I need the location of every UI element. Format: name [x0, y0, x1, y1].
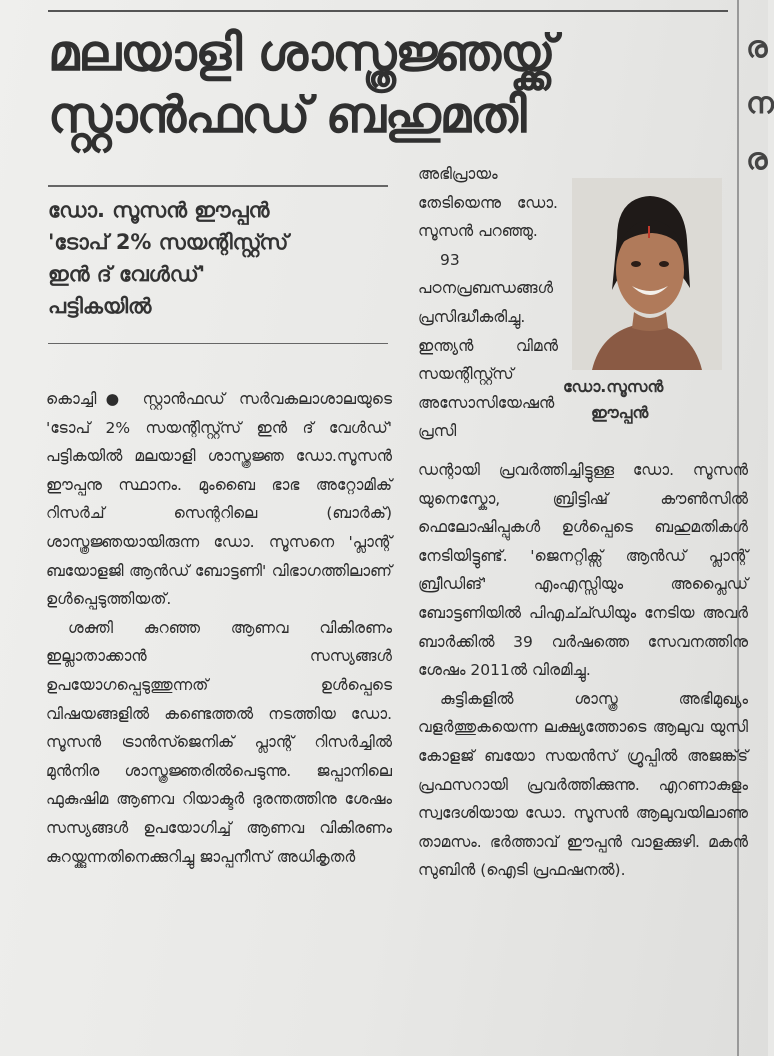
bleed-char-2: ന: [746, 86, 774, 121]
article-column-1: [46, 385, 392, 871]
photo-caption-line-2: ഈപ്പൻ: [591, 403, 649, 422]
article-column-2-bottom: [418, 456, 748, 885]
bleed-char-3: ര: [746, 142, 768, 177]
headline-line-2: സ്റ്റാൻഫഡ് ബഹുമതി: [48, 86, 526, 144]
adjacent-column-bleed: [746, 20, 774, 188]
subheadline-line-2: 'ടോപ് 2% സയന്റിസ്റ്റ്സ്: [48, 230, 289, 254]
bleed-char-1: ര: [746, 30, 768, 65]
article-column-2-top: [418, 160, 558, 446]
subheadline-line-4: പട്ടികയിൽ: [48, 294, 152, 318]
column-1-paragraph-1: കൊച്ചി● സ്റ്റാൻഫഡ് സർവകലാശാലയുടെ 'ടോപ് 2% സയന്റിസ്റ്റ്സ് ഇൻ ദ് വേൾഡ്' പട്ടികയിൽ മലയാളി ശാസ്ത്രജ്ഞ ഡോ.സൂസൻ ഈപ്പനു സ്ഥാനം. മുംബൈ ഭാഭ അറ്റോമിക് റിസർച് സെന്ററിലെ (ബാർക്) ശാസ്ത്രജ്ഞയായിരുന്ന ഡോ. സൂസനെ 'പ്ലാന്റ് ബയോളജി ആൻഡ് ബോട്ടണി' വിഭാഗത്തിലാണ് ഉൾപ്പെടുത്തിയത്.: [46, 390, 392, 609]
headline: [48, 22, 738, 146]
subheadline-rule-top: [48, 185, 388, 187]
portrait-photo: [572, 178, 722, 370]
column-2-paragraph-4: കുട്ടികളിൽ ശാസ്ത്ര അഭിമുഖ്യം വളർത്തുകയെന്ന ലക്ഷ്യത്തോടെ ആലുവ യുസി കോളജ് ബയോ സയൻസ് ഗ്രൂപ്പിൽ അജങ്ക്‌ട് പ്രഫസറായി പ്രവർത്തിക്കുന്നു. എറണാകുളം സ്വദേശിയായ ഡോ. സൂസൻ ആലുവയിലാണു താമസം. ഭർത്താവ് ഈപ്പൻ വാളക്കുഴി. മകൻ സുബിൻ (ഐടി പ്രഫഷനൽ).: [418, 689, 748, 880]
top-rule: [48, 10, 728, 12]
headline-line-1: മലയാളി ശാസ്ത്രജ്ഞയ്ക്ക്: [48, 24, 555, 82]
portrait-illustration: [572, 178, 722, 370]
column-2-paragraph-3: ഡന്റായി പ്രവർത്തിച്ചിട്ടുള്ള ഡോ. സൂസൻ യുനെസ്കോ, ബ്രിട്ടിഷ് കൗൺസിൽ ഫെലോഷിപ്പുകൾ ഉൾപ്പെടെ ബഹുമതികൾ നേടിയിട്ടുണ്ട്. 'ജെനറ്റിക്സ് ആൻഡ് പ്ലാന്റ് ബ്രീഡിങ്' എംഎസ്സിയും അപ്ലൈഡ് ബോട്ടണിയിൽ പിഎച്ച്ഡിയും നേടിയ അവർ ബാർക്കിൽ 39 വർഷത്തെ സേവനത്തിനു ശേഷം 2011ൽ വിരമിച്ചു.: [418, 461, 748, 680]
column-2-paragraph-1: അഭിപ്രായം തേടിയെന്നു ഡോ. സൂസൻ പറഞ്ഞു.: [418, 165, 558, 241]
photo-caption-line-1: ഡോ.സൂസൻ: [563, 377, 664, 396]
column-2-paragraph-2: 93 പഠനപ്രബന്ധങ്ങൾ പ്രസിദ്ധീകരിച്ചു. ഇന്ത്യൻ വിമൻ സയന്റിസ്റ്റ്സ് അസോസിയേഷൻ പ്രസി: [418, 250, 558, 441]
subheadline-line-1: ഡോ. സൂസൻ ഈപ്പൻ: [48, 198, 270, 222]
subheadline-rule-bottom: [48, 343, 388, 344]
subheadline-line-3: ഇൻ ദ് വേൾഡ്': [48, 262, 206, 286]
photo-caption: [563, 374, 738, 426]
column-1-paragraph-2: ശക്തി കുറഞ്ഞ ആണവ വികിരണം ഇല്ലാതാക്കാൻ സസ്യങ്ങൾ ഉപയോഗപ്പെടുത്തുന്നത് ഉൾപ്പെടെ വിഷയങ്ങളിൽ കണ്ടെത്തൽ നടത്തിയ ഡോ. സൂസൻ ട്രാൻസ്ജെനിക് പ്ലാന്റ് റിസർച്ചിൽ മുൻനിര ശാസ്ത്രജ്ഞരിൽപെടുന്നു. ജപ്പാനിലെ ഫുകുഷിമ ആണവ റിയാക്ടർ ദുരന്തത്തിനു ശേഷം സസ്യങ്ങൾ ഉപയോഗിച്ച് ആണവ വികിരണം കുറയ്ക്കുന്നതിനെക്കുറിച്ചു ജാപ്പനീസ് അധികൃതർ: [46, 618, 392, 866]
subheadline: [48, 194, 393, 322]
